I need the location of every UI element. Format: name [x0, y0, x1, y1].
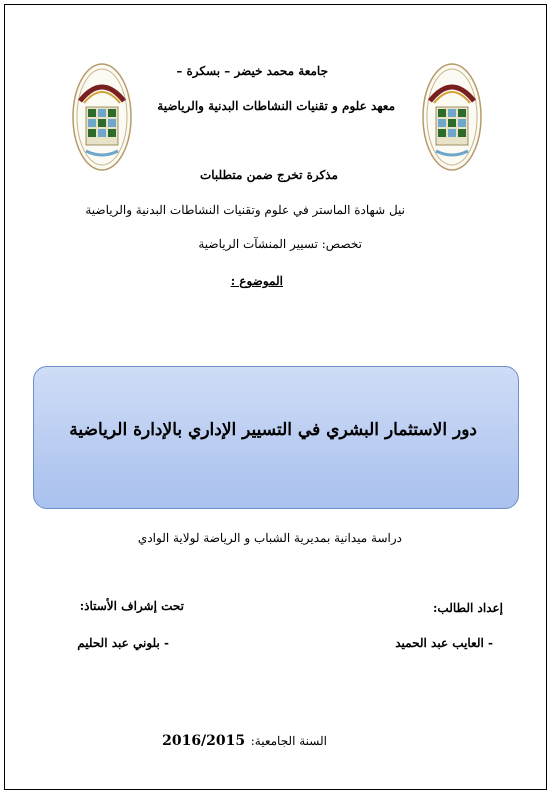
specialty-line: تخصص: تسيير المنشآت الرياضية — [198, 237, 362, 251]
supervisor-label: تحت إشراف الأستاذ: — [79, 599, 184, 613]
institute-name: معهد علوم و تقنيات النشاطات البدنية والرياضية — [157, 99, 395, 113]
academic-year-label: السنة الجامعية: — [250, 734, 327, 748]
thesis-title: دور الاستثمار البشري في التسيير الإداري بالإدارة الرياضية — [69, 420, 477, 440]
degree-line: نيل شهادة الماستر في علوم وتقنيات النشاطات البدنية والرياضية — [85, 203, 405, 217]
university-name: جامعة محمد خيضر – بسكرة – — [176, 64, 328, 78]
study-line: دراسة ميدانية بمديرية الشباب و الرياضة لولاية الوادي — [137, 531, 402, 545]
academic-year — [162, 730, 327, 749]
memo-line: مذكرة تخرج ضمن متطلبات — [199, 168, 338, 182]
academic-year-value: 2016/2015 — [162, 733, 246, 749]
student-name: - العايب عبد الحميد — [395, 636, 493, 650]
university-emblem-icon — [72, 63, 132, 171]
subject-label: الموضوع : — [230, 274, 283, 288]
university-emblem-icon — [422, 63, 482, 171]
supervisor-name: - بلوني عبد الحليم — [77, 636, 169, 650]
student-label: إعداد الطالب: — [432, 601, 503, 615]
